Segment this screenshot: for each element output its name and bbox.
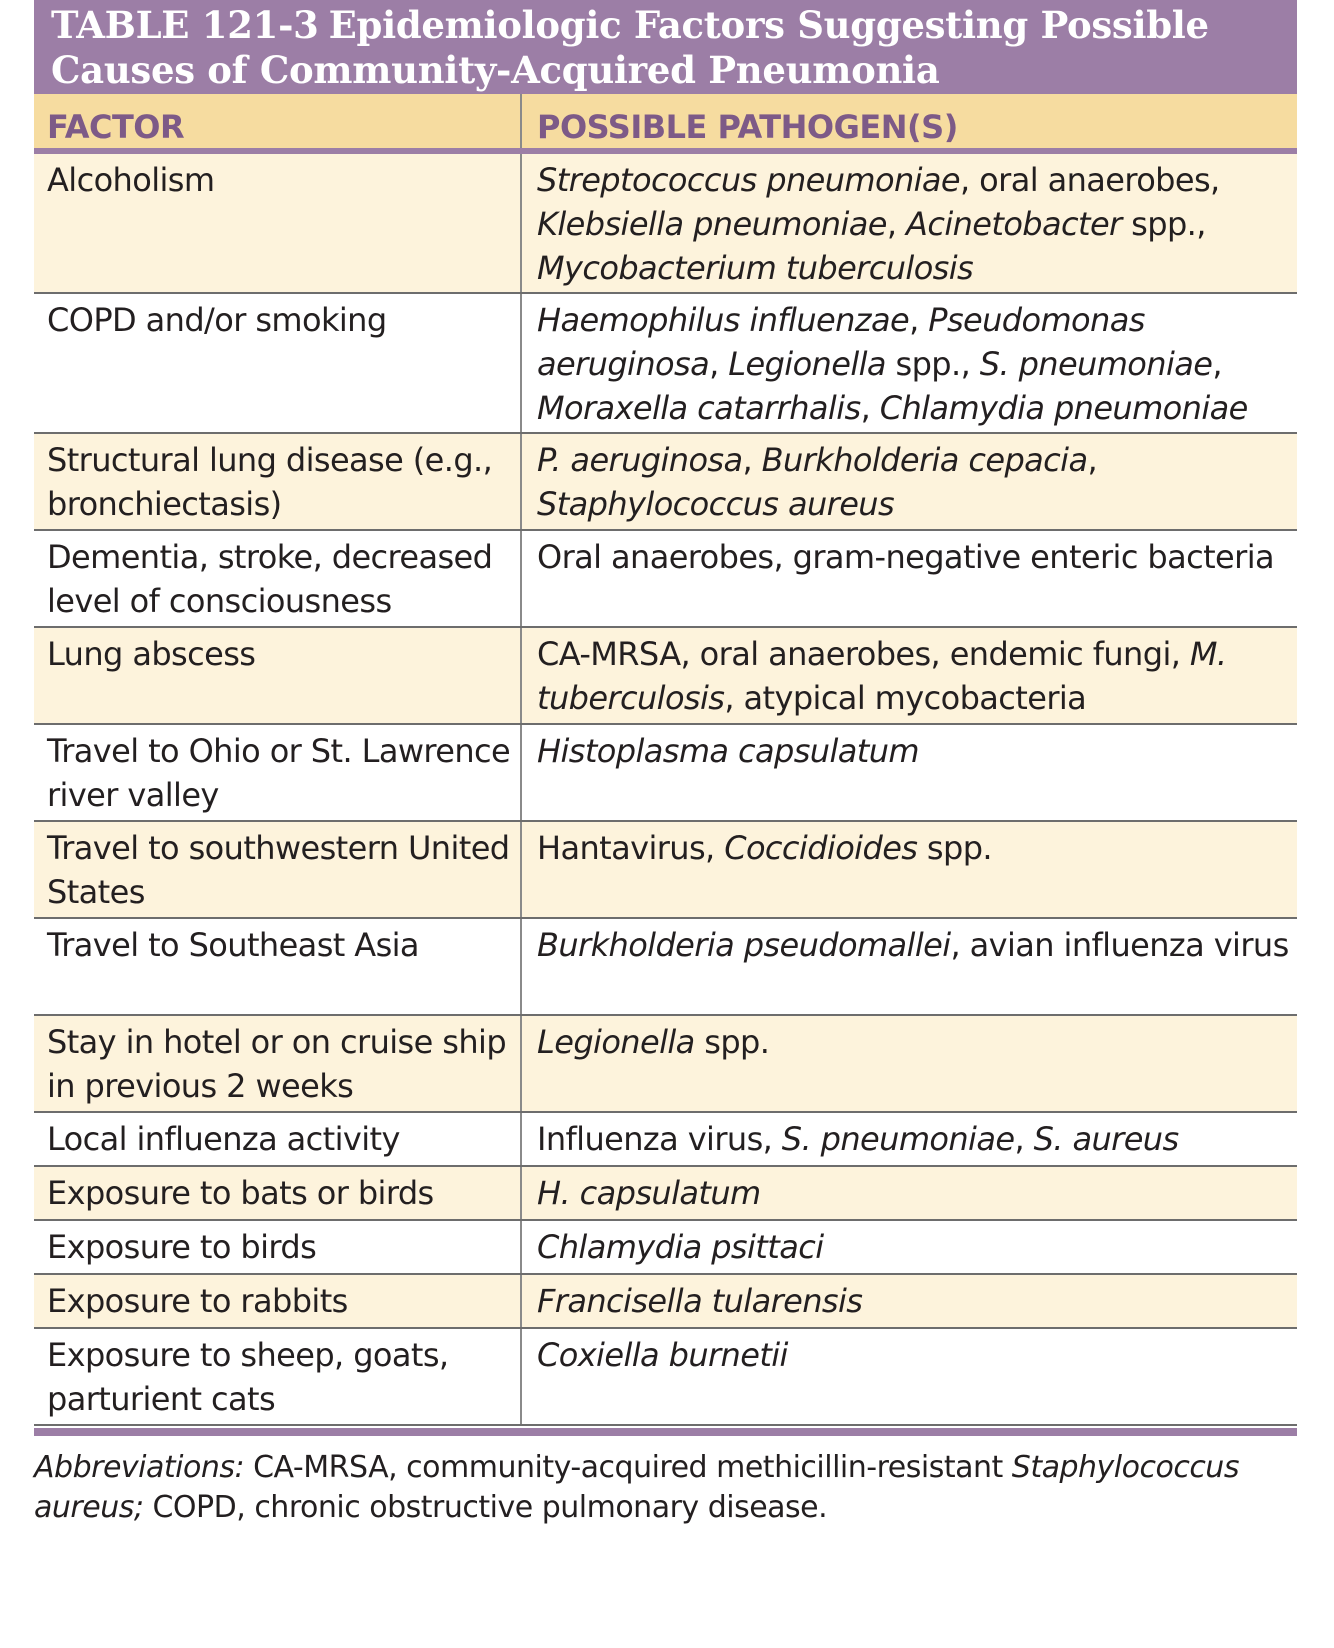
table-row	[34, 725, 1297, 822]
factor-cell: Travel to southwestern United States	[34, 822, 522, 917]
pathogen-segment: spp.	[917, 829, 993, 867]
pathogen-cell	[522, 725, 1297, 820]
table-row	[34, 434, 1297, 531]
pathogen-segment: S. pneumoniae	[979, 345, 1213, 383]
pathogen-cell	[522, 531, 1297, 626]
table-row	[34, 1275, 1297, 1329]
header-factor: FACTOR	[34, 94, 522, 148]
pathogen-segment: Staphylococcus aureus	[537, 485, 895, 523]
table-row	[34, 531, 1297, 628]
pathogen-segment: , oral anaerobes,	[960, 161, 1220, 199]
pathogen-segment: M. tuberculosis	[537, 635, 1227, 717]
table-title	[34, 0, 1297, 94]
pathogen-cell	[522, 628, 1297, 723]
pathogen-segment: S. aureus	[1033, 1120, 1179, 1158]
pathogen-cell	[522, 1167, 1297, 1219]
factor-cell: Exposure to sheep, goats, parturient cats	[34, 1329, 522, 1424]
table-row	[34, 1167, 1297, 1221]
abbreviation-segment: Abbreviations:	[34, 1450, 245, 1485]
pathogen-cell	[522, 919, 1297, 1014]
factor-cell: Travel to Southeast Asia	[34, 919, 522, 1014]
table-row	[34, 1113, 1297, 1167]
table-number: TABLE 121-3	[51, 3, 319, 47]
table-row	[34, 1016, 1297, 1113]
pathogen-segment: Francisella tularensis	[537, 1282, 863, 1320]
table-bottom-rule	[34, 1428, 1297, 1436]
pathogen-segment: Oral anaerobes, gram-negative enteric bacteria	[537, 538, 1274, 576]
abbreviation-segment: COPD, chronic obstructive pulmonary disease.	[143, 1490, 828, 1525]
table-row	[34, 1221, 1297, 1275]
pathogen-segment: , avian influenza virus	[950, 926, 1289, 964]
pathogen-segment: ,	[860, 389, 880, 427]
pathogen-segment: ,	[1014, 1120, 1034, 1158]
pathogen-segment: Coccidioides	[724, 829, 918, 867]
factor-cell: Travel to Ohio or St. Lawrence river valley	[34, 725, 522, 820]
pathogen-segment: ,	[1212, 345, 1222, 383]
table-row	[34, 1329, 1297, 1426]
table-body	[34, 154, 1297, 1426]
table-title-text: Epidemiologic Factors Suggesting Possible Causes of Community-Acquired Pneumonia	[51, 3, 1209, 92]
pathogen-segment: Pseudomonas aeruginosa	[537, 301, 1145, 383]
pathogen-segment: Chlamydia pneumoniae	[879, 389, 1248, 427]
factor-cell: Exposure to bats or birds	[34, 1167, 522, 1219]
header-pathogens: POSSIBLE PATHOGEN(S)	[537, 108, 958, 146]
table-row	[34, 822, 1297, 919]
pathogen-segment: ,	[709, 345, 729, 383]
table-row	[34, 919, 1297, 1016]
factor-cell: COPD and/or smoking	[34, 294, 522, 432]
pathogen-cell	[522, 434, 1297, 529]
factor-cell: Exposure to rabbits	[34, 1275, 522, 1327]
pathogen-segment: Chlamydia psittaci	[537, 1228, 824, 1266]
factor-cell: Dementia, stroke, decreased level of consciousness	[34, 531, 522, 626]
pathogen-segment: Histoplasma capsulatum	[537, 732, 919, 770]
pathogen-segment: Burkholderia pseudomallei	[537, 926, 951, 964]
pathogen-cell	[522, 1221, 1297, 1273]
pathogen-segment: ,	[742, 441, 762, 479]
pathogen-segment: Burkholderia cepacia	[761, 441, 1088, 479]
pathogen-segment: S. pneumoniae	[781, 1120, 1015, 1158]
pathogen-cell	[522, 1113, 1297, 1165]
factor-cell: Stay in hotel or on cruise ship in previous 2 weeks	[34, 1016, 522, 1111]
pathogen-cell	[522, 294, 1297, 432]
table-row	[34, 294, 1297, 434]
pathogen-segment: spp.,	[1121, 205, 1206, 243]
factor-cell: Alcoholism	[34, 154, 522, 292]
factor-cell: Lung abscess	[34, 628, 522, 723]
pathogen-segment: Moraxella catarrhalis	[537, 389, 861, 427]
pathogen-segment: Haemophilus influenzae	[537, 301, 910, 339]
pathogen-cell	[522, 154, 1297, 292]
pathogen-cell	[522, 1016, 1297, 1111]
pathogen-cell	[522, 1329, 1297, 1424]
abbreviation-segment: CA-MRSA, community-acquired methicillin-resistant	[244, 1450, 1012, 1485]
pathogen-segment: ,	[909, 301, 929, 339]
pathogen-segment: Legionella	[537, 1023, 695, 1061]
pathogen-segment: ,	[886, 205, 907, 243]
pathogen-segment: Legionella	[728, 345, 886, 383]
abbreviation-segment: Staphylococcus aureus;	[34, 1450, 1239, 1525]
pathogen-segment: H. capsulatum	[537, 1174, 761, 1212]
pathogen-segment: spp.,	[885, 345, 980, 383]
pathogen-segment: , atypical mycobacteria	[724, 679, 1087, 717]
factor-cell: Local influenza activity	[34, 1113, 522, 1165]
pathogen-segment: Streptococcus pneumoniae	[537, 161, 961, 199]
table-row	[34, 154, 1297, 294]
pathogen-segment: P. aeruginosa	[537, 441, 743, 479]
abbreviations-footnote	[34, 1436, 1297, 1528]
factor-cell: Structural lung disease (e.g., bronchiectasis)	[34, 434, 522, 529]
factor-cell: Exposure to birds	[34, 1221, 522, 1273]
pathogen-cell	[522, 1275, 1297, 1327]
table-header-row	[34, 94, 1297, 154]
pathogen-segment: ,	[1087, 441, 1098, 479]
table-row	[34, 628, 1297, 725]
pathogen-segment: Coxiella burnetii	[537, 1336, 788, 1374]
pathogen-segment: Hantavirus,	[537, 829, 725, 867]
pathogen-segment: CA-MRSA, oral anaerobes, endemic fungi,	[537, 635, 1190, 673]
table-container	[34, 0, 1297, 1528]
pathogen-cell	[522, 822, 1297, 917]
pathogen-segment: Klebsiella pneumoniae	[537, 205, 887, 243]
pathogen-segment: Mycobacterium tuberculosis	[537, 249, 974, 287]
pathogen-segment: Influenza virus,	[537, 1120, 782, 1158]
pathogen-segment: Acinetobacter	[906, 205, 1122, 243]
pathogen-segment: spp.	[694, 1023, 770, 1061]
